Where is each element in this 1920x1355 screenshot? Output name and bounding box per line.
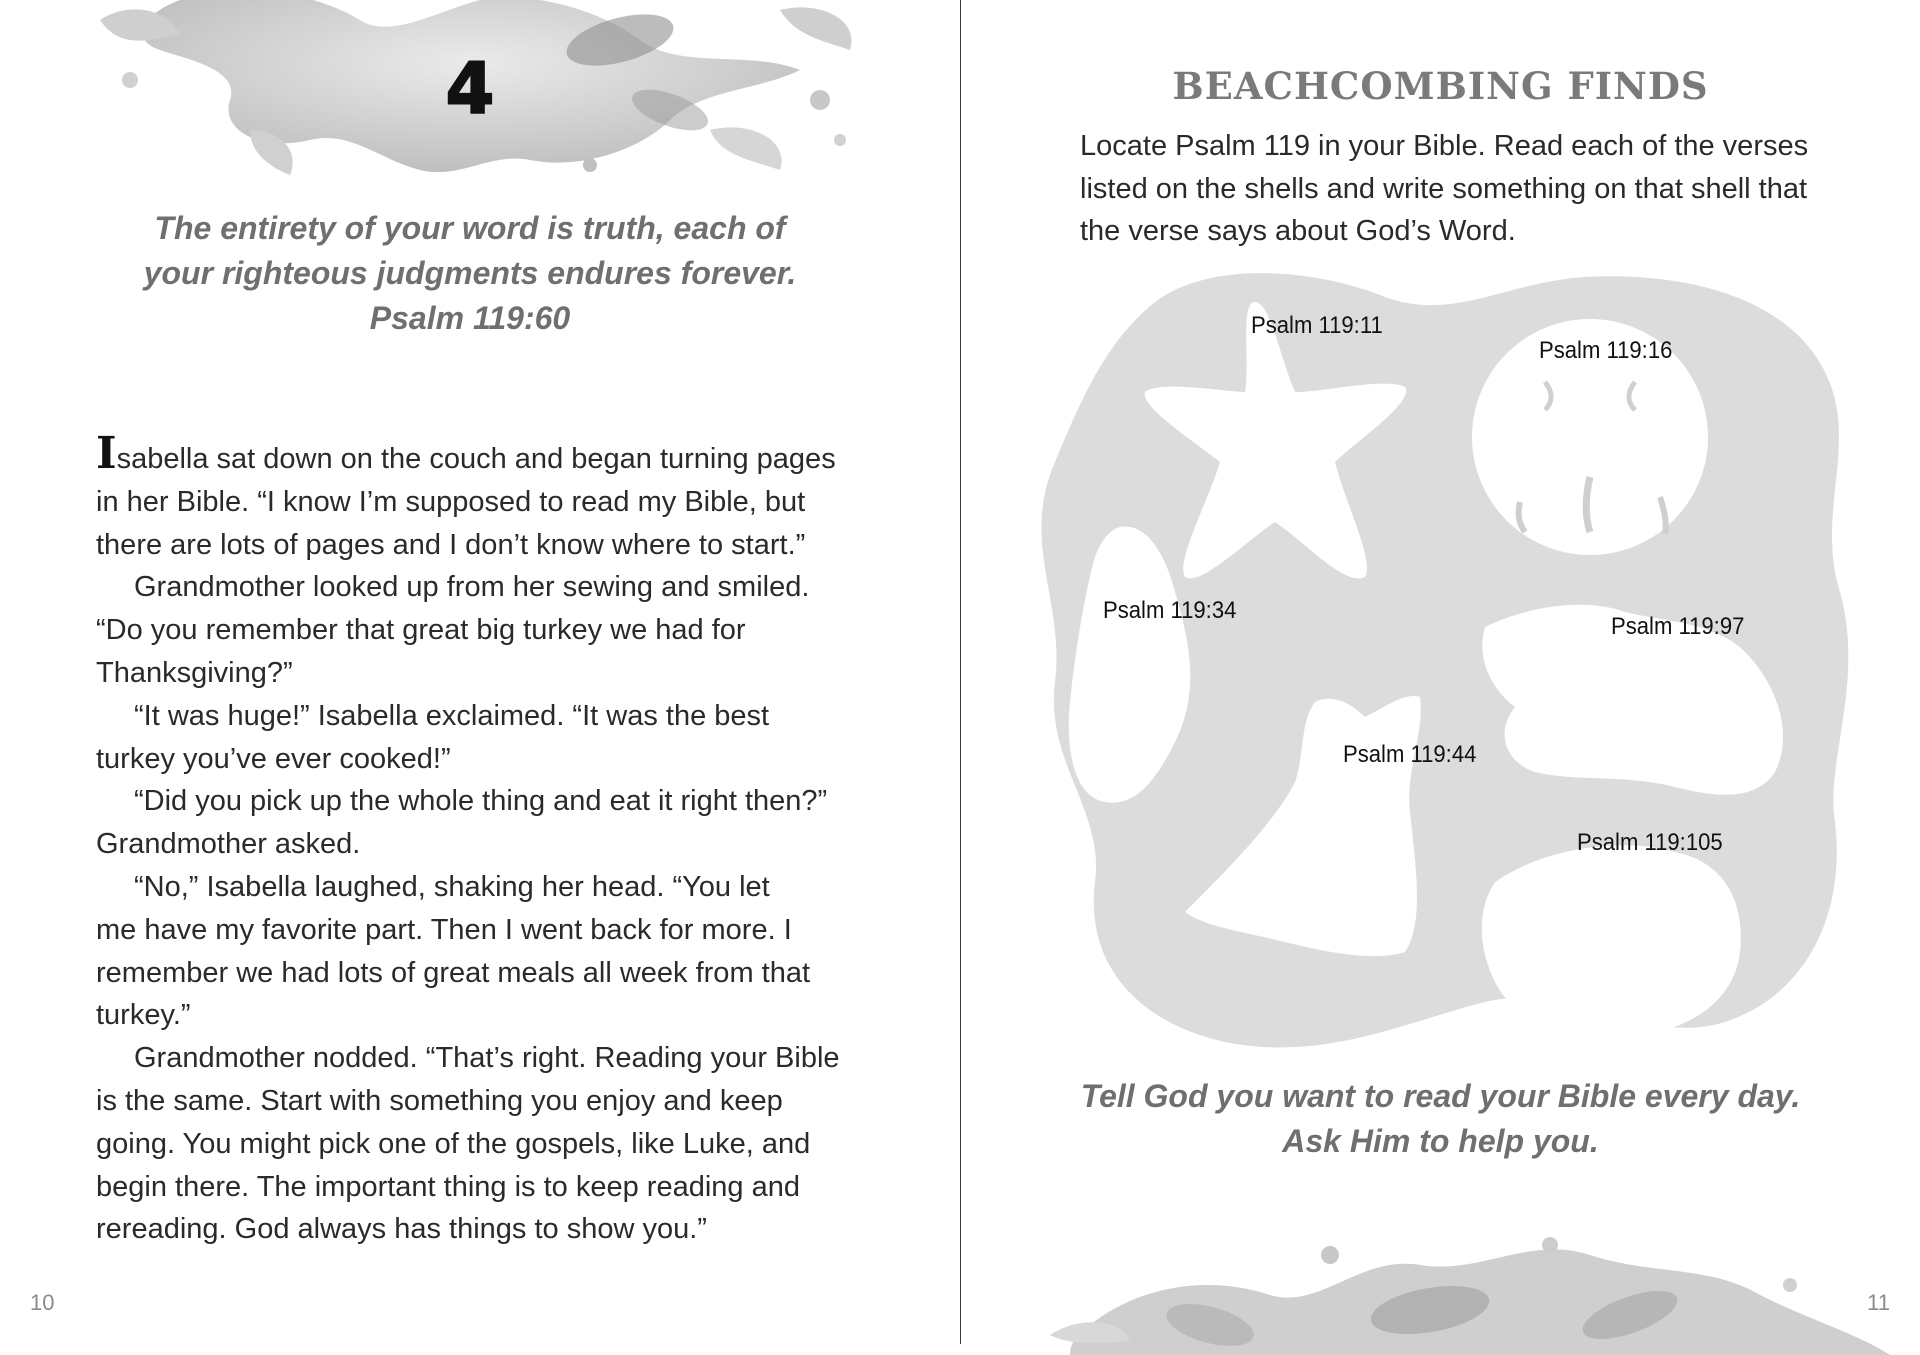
shell-label-sand-dollar: Psalm 119:16 (1539, 337, 1673, 364)
splash-decoration-bottom (1030, 1215, 1890, 1355)
story-line: remember we had lots of great meals all week from that (96, 956, 811, 989)
shells-illustration (1025, 262, 1855, 1062)
shell-label-scallop: Psalm 119:105 (1577, 829, 1723, 856)
story-line: “Did you pick up the whole thing and eat it right then?” (134, 785, 828, 818)
prayer-line: Ask Him to help you. (1282, 1123, 1599, 1159)
story-line: Grandmother nodded. “That’s right. Reading your Bible (134, 1042, 840, 1075)
story-line: going. You might pick one of the gospels, like Luke, and (96, 1127, 811, 1160)
story-line: “Do you remember that great big turkey we had for (96, 614, 746, 647)
story-line: in her Bible. “I know I’m supposed to read my Bible, but (96, 485, 806, 518)
story-line (96, 428, 856, 481)
story-line: me have my favorite part. Then I went back for more. I (96, 913, 792, 946)
left-page (0, 0, 960, 1344)
activity-title: BEACHCOMBING FINDS (1172, 64, 1709, 108)
right-page (961, 0, 1920, 1344)
instruction-line: the verse says about God’s Word. (1080, 215, 1516, 248)
memory-verse-line: your righteous judgments endures forever. (143, 255, 797, 291)
story-line: is the same. Start with something you enjoy and keep (96, 1084, 783, 1117)
story-line: Grandmother looked up from her sewing and smiled. (134, 571, 810, 604)
instruction-line: listed on the shells and write something on that shell that (1080, 172, 1808, 205)
story-text (96, 428, 856, 1251)
story-line: rereading. God always has things to show you.” (96, 1213, 707, 1246)
prayer-line: Tell God you want to read your Bible every day. (1080, 1078, 1801, 1114)
story-line: “No,” Isabella laughed, shaking her head. “You let (134, 870, 770, 903)
story-line: turkey you’ve ever cooked!” (96, 742, 451, 775)
verse-reference: Psalm 119:60 (369, 300, 571, 336)
story-line-text: sabella sat down on the couch and began turning pages (116, 443, 836, 475)
story-line: Thanksgiving?” (96, 656, 293, 689)
page-number: 11 (1867, 1290, 1890, 1315)
story-line: turkey.” (96, 999, 191, 1032)
scallop-shell (1482, 845, 1741, 1038)
story-line: Grandmother asked. (96, 828, 361, 861)
instruction-line: Locate Psalm 119 in your Bible. Read each of the verses (1080, 130, 1809, 162)
memory-verse (120, 206, 820, 341)
memory-verse-line: The entirety of your word is truth, each of (154, 210, 786, 246)
prayer-prompt (961, 1074, 1920, 1164)
story-line: “It was huge!” Isabella exclaimed. “It was the best (134, 699, 770, 732)
shell-label-whelk: Psalm 119:44 (1343, 741, 1477, 768)
activity-instructions (1080, 125, 1860, 253)
page-number: 10 (30, 1290, 55, 1315)
chapter-number: 4 (445, 48, 495, 130)
story-line: there are lots of pages and I don’t know where to start.” (96, 528, 806, 561)
shell-label-starfish: Psalm 119:11 (1251, 312, 1383, 339)
story-line: begin there. The important thing is to keep reading and (96, 1170, 800, 1203)
shell-label-conch: Psalm 119:34 (1103, 597, 1237, 624)
shell-label-spiral: Psalm 119:97 (1611, 613, 1745, 640)
drop-cap: I (96, 428, 117, 479)
